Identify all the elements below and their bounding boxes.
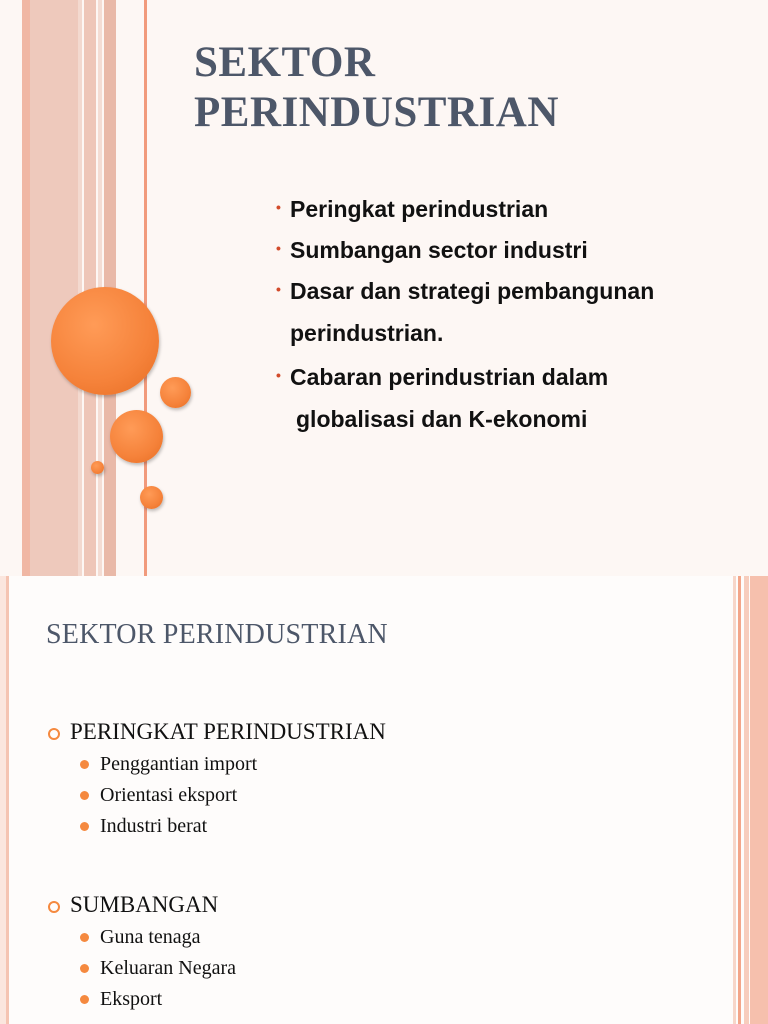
list-item: [78, 984, 236, 1015]
list-item: [78, 953, 236, 984]
list-item-text: Eksport: [100, 988, 163, 1010]
section-heading: [46, 719, 386, 745]
decorative-circle: [140, 486, 163, 509]
bullet-item: [274, 195, 654, 224]
dot-bullet-icon: [80, 822, 89, 831]
bullet-icon: •: [276, 240, 281, 256]
bullet-icon: •: [276, 367, 281, 383]
dot-bullet-icon: [80, 760, 89, 769]
bullet-item: [274, 363, 654, 434]
ring-bullet-icon: [48, 901, 60, 913]
list-item-text: Industri berat: [100, 815, 208, 837]
sub-list: [46, 749, 386, 842]
decorative-stripe: [744, 576, 749, 1024]
bullet-icon: •: [276, 281, 281, 297]
slide-1-title: [194, 38, 559, 138]
dot-bullet-icon: [80, 791, 89, 800]
ring-bullet-icon: [48, 728, 60, 740]
section-heading-text: SUMBANGAN: [70, 892, 219, 917]
decorative-circle: [160, 377, 191, 408]
bullet-item: [274, 236, 654, 265]
bullet-text-continued: perindustrian.: [290, 320, 444, 346]
title-line: SEKTOR: [194, 39, 376, 86]
dot-bullet-icon: [80, 995, 89, 1004]
sub-list-container: [46, 749, 386, 842]
decorative-circle: [91, 461, 104, 474]
decorative-stripe: [78, 0, 82, 576]
decorative-stripe: [733, 576, 736, 1024]
decorative-stripe: [750, 576, 768, 1024]
sub-list-container: [46, 922, 236, 1015]
list-item-text: Penggantian import: [100, 753, 258, 775]
list-item: [78, 811, 386, 842]
decorative-stripe: [30, 0, 78, 576]
decorative-stripe: [738, 576, 741, 1024]
list-item-text: Keluaran Negara: [100, 957, 237, 979]
dot-bullet-icon: [80, 964, 89, 973]
section-list: [46, 892, 236, 1015]
bullet-text: Sumbangan sector industri: [290, 237, 588, 263]
title-line: PERINDUSTRIAN: [194, 89, 559, 136]
section-heading: [46, 892, 236, 918]
dot-bullet-icon: [80, 933, 89, 942]
list-item-text: Guna tenaga: [100, 926, 201, 948]
slide-2-title: SEKTOR PERINDUSTRIAN: [46, 619, 388, 650]
decorative-stripe: [22, 0, 30, 576]
bullet-item: [274, 277, 654, 348]
sub-list: [46, 922, 236, 1015]
decorative-circle: [51, 287, 159, 395]
list-item: [78, 922, 236, 953]
section-heading-text: PERINGKAT PERINDUSTRIAN: [70, 719, 386, 744]
list-item: [78, 749, 386, 780]
list-item-text: Orientasi eksport: [100, 784, 238, 806]
bullet-text: Dasar dan strategi pembangunan: [290, 278, 655, 304]
bullet-text-continued: globalisasi dan K-ekonomi: [296, 406, 588, 432]
bullet-text: Cabaran perindustrian dalam: [290, 364, 609, 390]
decorative-circle: [110, 410, 163, 463]
slide-1-bullet-list: [274, 195, 654, 434]
list-item: [78, 780, 386, 811]
section-list: [46, 719, 386, 842]
decorative-stripe: [6, 576, 9, 1024]
bullet-icon: •: [276, 199, 281, 215]
bullet-text: Peringkat perindustrian: [290, 196, 549, 222]
